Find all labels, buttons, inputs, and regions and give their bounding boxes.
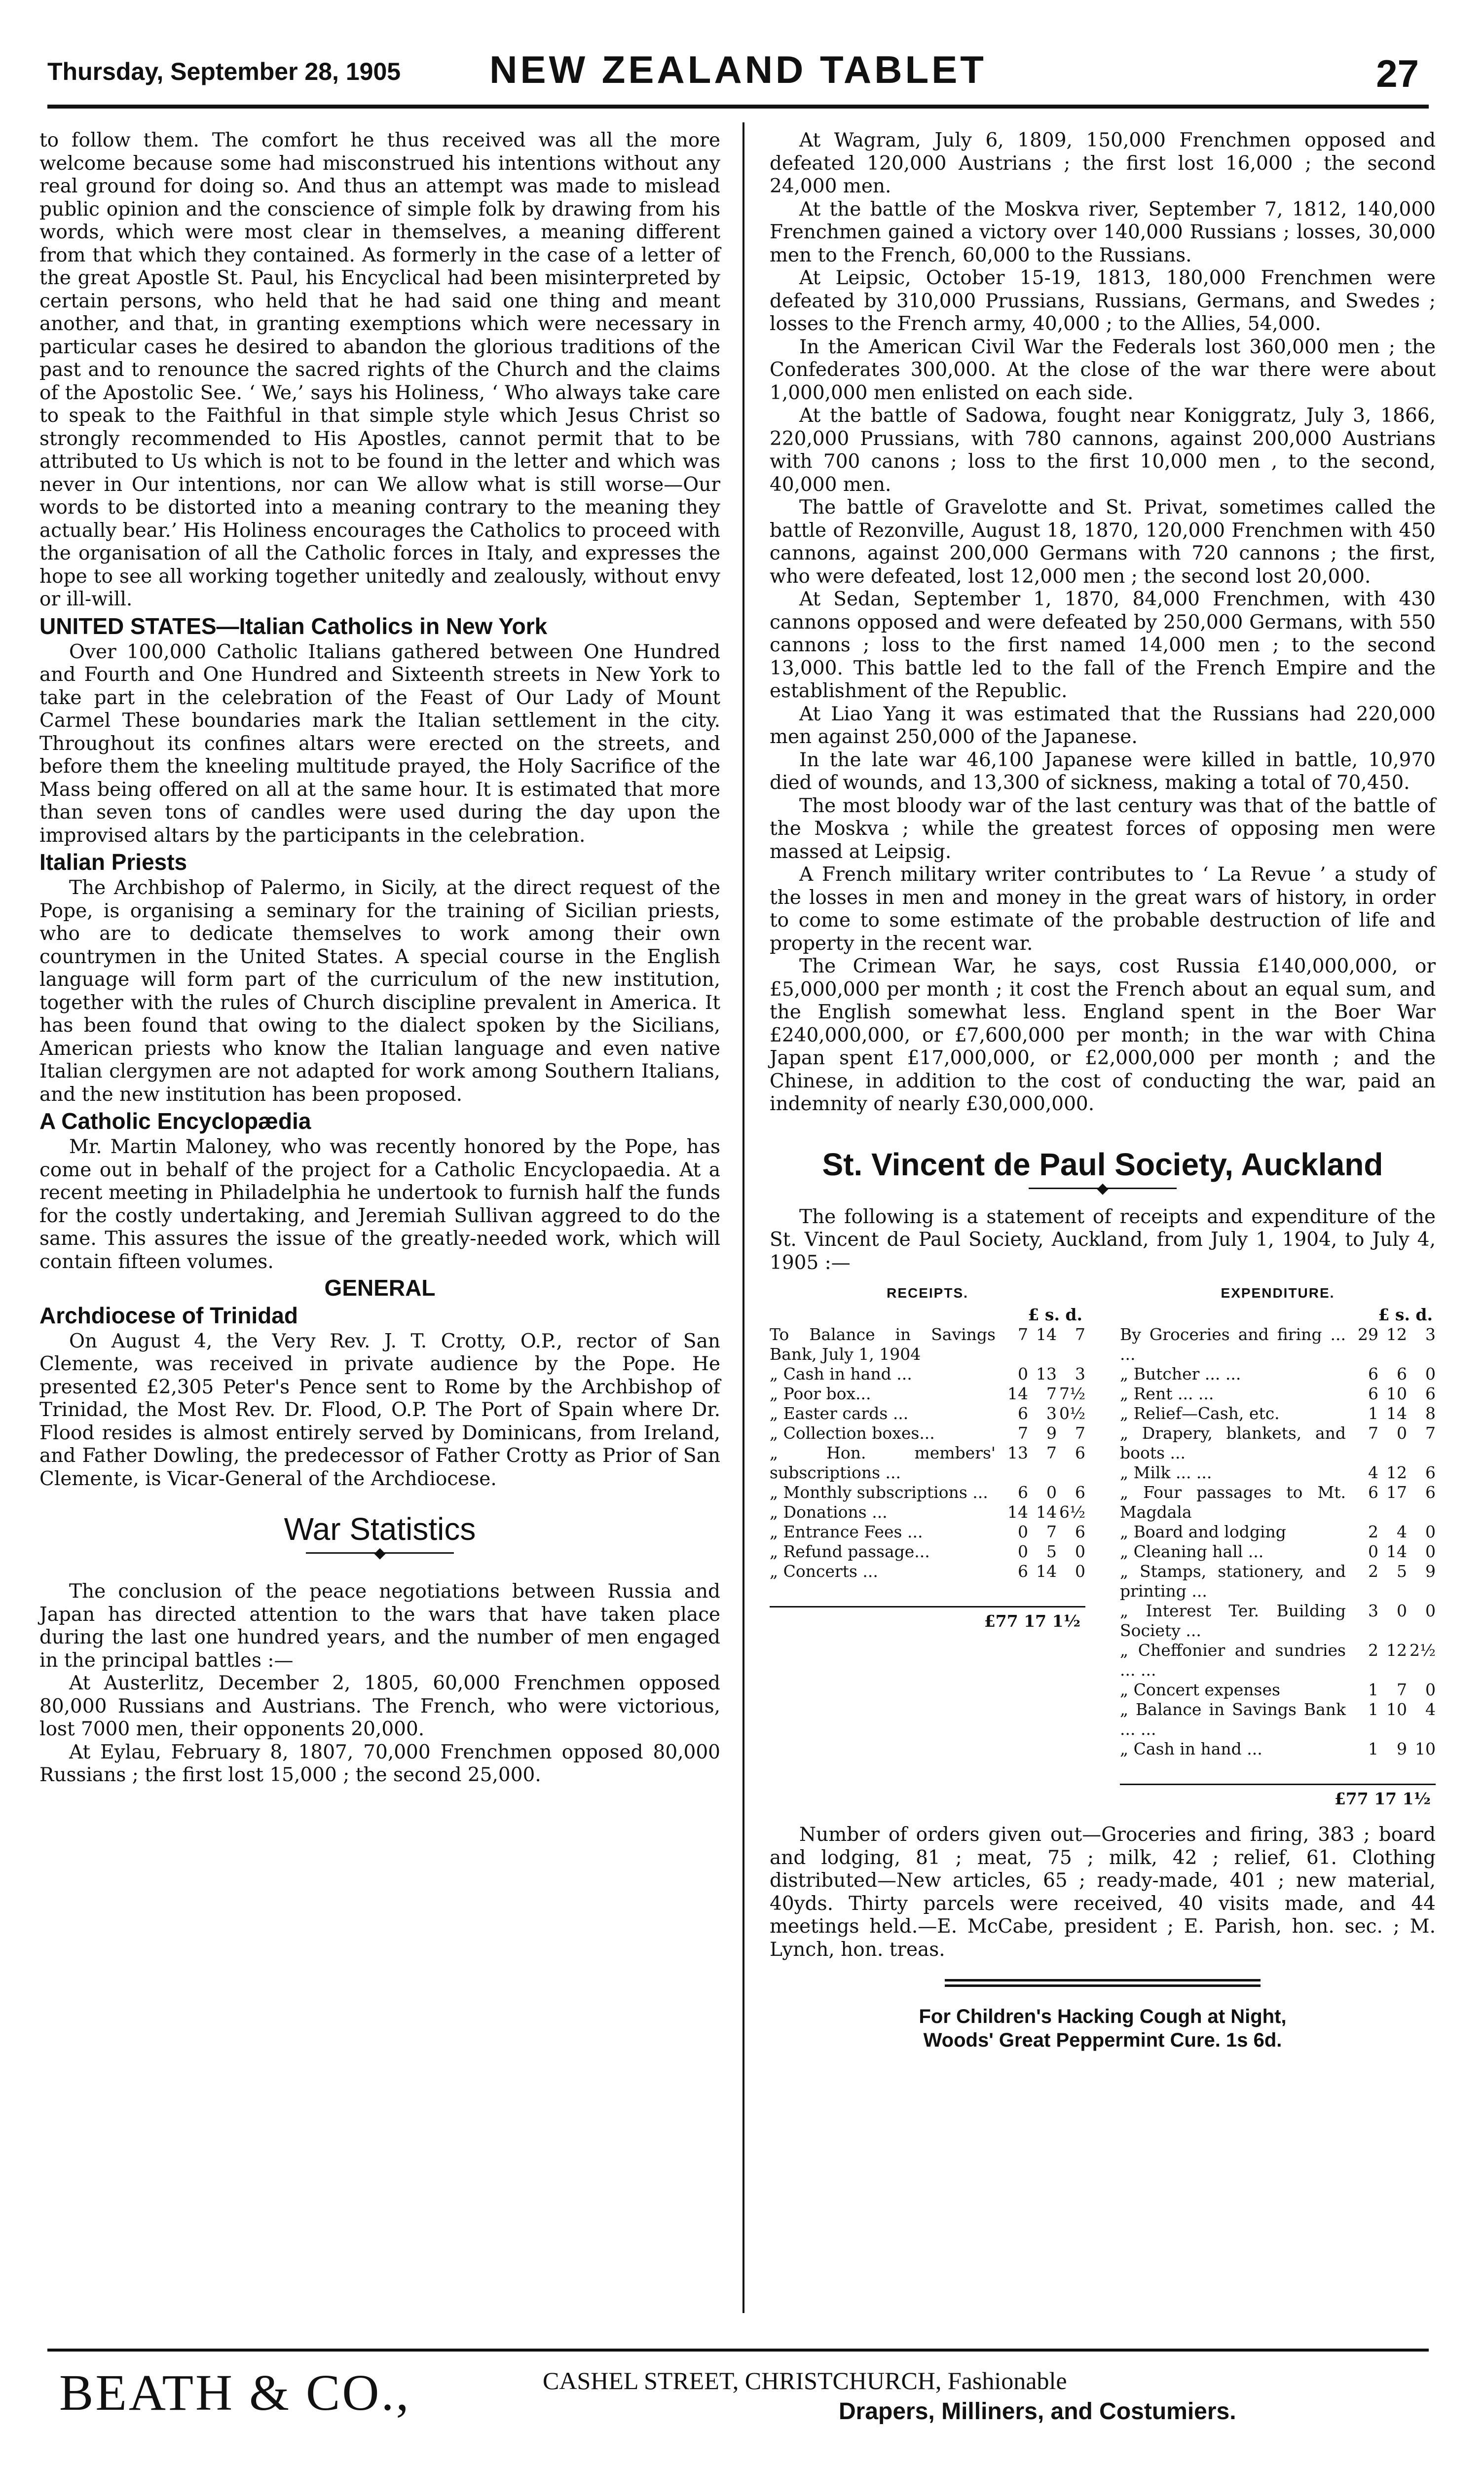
receipt-row-pounds: 6 [1018,1483,1028,1502]
war-intro: The conclusion of the peace negotiations between Russia and Japan has directed attention to the wars that have taken place during the last one hundred years, and the number of men engaged in the principal battles :— [39,1580,720,1672]
receipt-row [770,1542,1085,1562]
expenditure-row-pounds: 4 [1368,1463,1378,1482]
war-paragraph: The battle of Gravelotte and St. Privat, sometimes called the battle of Rezonville, August 18, 1870, 120,000 Frenchmen with 450 cannons, against 200,000 Germans with 720 cannons ; the first, who were defeated, lost 12,000 men ; the second lost 20,000. [770,496,1436,588]
receipt-row-label: „ Easter cards ... [770,1404,909,1423]
expenditure-row-label: „ Rent ... ... [1120,1384,1214,1403]
expenditure-row-pence: 0 [1425,1680,1436,1699]
receipt-row [770,1443,1085,1483]
war-paragraph: A French military writer contributes to ‘ La Revue ’ a study of the losses in men and money in the great wars of history, in order to come to some estimate of the probable destruction of life and property in the recent war. [770,863,1436,955]
receipt-row-pounds: 6 [1018,1404,1028,1423]
expenditure-row-pounds: 1 [1368,1680,1378,1699]
receipt-row-label: „ Donations ... [770,1502,888,1522]
expenditure-row [1120,1364,1436,1384]
expenditure-row-label: „ Stamps, stationery, and printing ... [1120,1562,1346,1601]
receipt-row-pence: 6 [1075,1443,1085,1462]
war-paragraph: At Leipsic, October 15-19, 1813, 180,000 Frenchmen were defeated by 310,000 Prussians, Russians, Germans, and Swedes ; losses to the French army, 40,000 ; to the Allies, 54,000. [770,267,1436,335]
war-paragraph: At Wagram, July 6, 1809, 150,000 Frenchmen opposed and defeated 120,000 Austrians ; the first lost 16,000 ; the second 24,000 men. [770,129,1436,197]
expenditure-header: EXPENDITURE. [1221,1285,1335,1301]
expenditure-row-pence: 6 [1425,1463,1436,1482]
receipt-row [770,1404,1085,1423]
receipt-row-pence: 6 [1075,1483,1085,1502]
receipt-row-shillings: 5 [1046,1542,1057,1561]
section-heading-encyclopaedia: A Catholic Encyclopædia [39,1108,311,1134]
expenditure-row-shillings: 0 [1397,1423,1407,1443]
receipt-row-pounds: 0 [1018,1522,1028,1541]
receipt-row-pounds: 7 [1018,1325,1028,1344]
expenditure-row-label: „ Cleaning hall ... [1120,1542,1264,1561]
receipts-column [770,1283,1085,1809]
expenditure-row [1120,1700,1436,1739]
expenditure-row-pounds: 2 [1368,1562,1378,1581]
expenditure-row [1120,1739,1436,1759]
receipt-row-shillings: 13 [1036,1364,1057,1383]
expenditure-row [1120,1423,1436,1463]
receipt-row-pounds: 14 [1007,1502,1028,1522]
receipt-row [770,1502,1085,1522]
receipts-header: RECEIPTS. [887,1285,968,1301]
advertiser-name: BEATH & CO., [59,2364,411,2421]
intro-paragraph: to follow them. The comfort he thus received was all the more welcome because some had misconstrued his intentions without any real ground for doing so. And thus an attempt was made to mislead public opinion and the conscience of simple folk by drawing from his words, which were most clear in themselves, a meaning different from that which they contained. As formerly in the case of a letter of the great Apostle St. Paul, his Encyclical had been misinterpreted by certain persons, who held that he had said one thing and meant another, and that, in granting exemptions which were necessary in particular cases he desired to abandon the glorious traditions of the past and to renounce the sacred rights of the Church and the claims of the Apostolic See. ‘ We,’ says his Holiness, ‘ Who always take care to speak to the Faithful in that simple style which Jesus Christ so strongly recommended to His Apostles, cannot permit that to be attributed to Us which is not to be found in the letter and which was never in Our intentions, nor can We allow what is still worse—Our words to be distorted into a meaning contrary to the meaning they actually bear.’ His Holiness encourages the Catholics to proceed with the organisation of all the Catholic forces in Italy, and expresses the hope to see all working together unitedly and zealously, without envy or ill-will. [39,129,720,610]
receipt-row-pence: 7 [1075,1423,1085,1443]
expenditure-row-pounds: 6 [1368,1483,1378,1502]
svdp-title: St. Vincent de Paul Society, Auckland [822,1146,1383,1182]
receipt-row-label: „ Monthly subscriptions ... [770,1483,988,1502]
united-states-body: Over 100,000 Catholic Italians gathered between One Hundred and Fourth and One Hundred and Sixteenth streets in New York to take part in the celebration of the Feast of Our Lady of Mount Carmel These boundaries mark the Italian settlement in the city. Throughout its confines altars were erected on the streets, and before them the kneeling multitude prayed, the Holy Sacrifice of the Mass being offered on all at the same hour. It is estimated that more than seven tons of candles were used during the day upon the improvised altars by the participants in the celebration. [39,640,720,847]
war-paragraph: The most bloody war of the last century was that of the battle of the Moskva ; while the greatest forces of opposing men were massed at Leipsig. [770,794,1436,863]
expenditure-row-label: „ Balance in Savings Bank ... ... [1120,1700,1346,1739]
war-paragraph: At the battle of Sadowa, fought near Koniggratz, July 3, 1866, 220,000 Prussians, with 780 cannons, against 200,000 Austrians with 700 canons ; loss to the first 10,000 men , to the second, 40,000 men. [770,405,1436,496]
receipt-row-label: „ Entrance Fees ... [770,1522,923,1541]
expenditure-row-pounds: 0 [1368,1542,1378,1561]
receipt-row-pounds: 13 [1007,1443,1028,1462]
svdp-accounts [770,1283,1436,1809]
war-eylau: At Eylau, February 8, 1807, 70,000 Frenchmen opposed 80,000 Russians ; the first lost 15,000 ; the second 25,000. [39,1741,720,1786]
expenditure-row-pence: 6 [1425,1483,1436,1502]
receipt-row-shillings: 0 [1046,1483,1057,1502]
expenditure-row-pence: 7 [1425,1423,1436,1443]
expenditure-row [1120,1542,1436,1562]
expenditure-row [1120,1483,1436,1522]
receipt-row-label: „ Concerts ... [770,1562,878,1581]
expenditure-row-pence: 0 [1425,1601,1436,1620]
expenditure-row-shillings: 10 [1386,1700,1407,1719]
expenditure-row-shillings: 5 [1397,1562,1407,1581]
receipt-row [770,1364,1085,1384]
italian-priests-body: The Archbishop of Palermo, in Sicily, at the direct request of the Pope, is organising a seminary for the training of Sicilian priests, who are to dedicate themselves to work among their own countrymen in the United States. A special course in the English language will form part of the curriculum of the new institution, together with the rules of Church discipline prevalent in America. It has been found that owing to the dialect spoken by the Sicilians, American priests who know the Italian language and even native Italian clergymen are not adapted for work among Southern Italians, and the new institution has been proposed. [39,877,720,1106]
masthead-title: NEW ZEALAND TABLET [489,48,987,91]
ad-line-1: For Children's Hacking Cough at Night, [919,2006,1287,2027]
advertiser-trades: Drapers, Milliners, and Costumiers. [839,2398,1236,2425]
war-paragraph: At Liao Yang it was estimated that the Russians had 220,000 men against 250,000 of the Japanese. [770,703,1436,748]
receipt-row-pence: 0 [1075,1562,1085,1581]
expenditure-row-pounds: 1 [1368,1700,1378,1719]
receipt-row-pence: 0½ [1059,1404,1085,1423]
expenditure-row-label: By Groceries and firing ... ... [1120,1325,1346,1364]
expenditure-row-pence: 0 [1425,1542,1436,1561]
expenditure-row-pence: 4 [1425,1700,1436,1719]
receipt-row-shillings: 3 [1046,1404,1057,1423]
ad-line-2: Woods' Great Peppermint Cure. 1s 6d. [923,2029,1282,2051]
expenditure-total: £77 17 1½ [1120,1784,1436,1809]
expenditure-row-shillings: 14 [1386,1542,1407,1561]
receipts-total: £77 17 1½ [770,1606,1085,1631]
expenditure-row-pence: 6 [1425,1384,1436,1403]
receipt-row-shillings: 14 [1036,1325,1057,1344]
page-number: 27 [1376,52,1419,95]
receipt-row-pence: 0 [1075,1542,1085,1561]
expenditure-row-shillings: 12 [1386,1463,1407,1482]
expenditure-row-shillings: 12 [1386,1325,1407,1344]
receipt-row-label: „ Poor box... [770,1384,871,1403]
receipt-row-shillings: 7 [1046,1443,1057,1462]
expenditure-row [1120,1522,1436,1542]
receipt-row-shillings: 7 [1046,1384,1057,1403]
ornament-divider [1029,1185,1177,1191]
war-paragraph: At Sedan, September 1, 1870, 84,000 Frenchmen, with 430 cannons opposed and were defeated by 250,000 Germans, with 550 cannons ; loss to the first named 14,000 men ; to the second 13,000. This battle led to the fall of the French Empire and the establishment of the Republic. [770,588,1436,702]
expenditure-row [1120,1601,1436,1641]
expenditure-row-shillings: 9 [1397,1739,1407,1758]
expenditure-row-label: „ Relief—Cash, etc. [1120,1404,1280,1423]
expenditure-row-label: „ Board and lodging [1120,1522,1286,1541]
expenditure-row-shillings: 6 [1397,1364,1407,1383]
expenditure-row-pence: 3 [1425,1325,1436,1344]
expenditure-row-shillings: 10 [1386,1384,1407,1403]
receipt-row-pence: 7½ [1059,1384,1085,1403]
receipt-row [770,1522,1085,1542]
right-column [770,129,1436,2052]
receipt-row-pence: 7 [1075,1325,1085,1344]
receipt-row-pounds: 7 [1018,1423,1028,1443]
expenditure-row-label: „ Cheffonier and sundries ... ... [1120,1641,1346,1680]
expenditure-row-pounds: 1 [1368,1404,1378,1423]
expenditure-row-pounds: 7 [1368,1423,1378,1443]
lsd-header: £ s. d. [1378,1305,1433,1324]
receipt-row-shillings: 14 [1036,1562,1057,1581]
receipt-row-pounds: 0 [1018,1364,1028,1383]
expenditure-row-pounds: 2 [1368,1641,1378,1660]
expenditure-row-label: „ Milk ... ... [1120,1463,1212,1482]
war-paragraph: At the battle of the Moskva river, September 7, 1812, 140,000 Frenchmen gained a victory over 140,000 Russians ; losses, 30,000 men to the French, 60,000 to the Russians. [770,198,1436,266]
subheading-trinidad: Archdiocese of Trinidad [39,1302,298,1328]
expenditure-row [1120,1384,1436,1404]
receipt-row-label: „ Collection boxes... [770,1423,935,1443]
trinidad-body: On August 4, the Very Rev. J. T. Crotty, O.P., rector of San Clemente, was received in private audience by the Pope. He presented £2,305 Peter's Pence sent to Rome by the Archbishop of Trinidad, the Most Rev. Dr. Flood, O.P. The Port of Spain where Dr. Flood resides is almost entirely served by Dominicans, from Ireland, and Father Dowling, the predecessor of Father Crotty as Prior of San Clemente, is Vicar-General of the Archdiocese. [39,1330,720,1490]
section-heading-italian-priests: Italian Priests [39,849,187,875]
war-paragraph: The Crimean War, he says, cost Russia £140,000,000, or £5,000,000 per month ; it cost the French about an equal sum, and the English somewhat less. England spent in the Boer War £240,000,000, or £7,600,000 per month; in the war with China Japan spent £17,000,000, or £2,000,000 per month ; and the Chinese, in addition to the cost of conducting the war, paid an indemnity of nearly £30,000,000. [770,955,1436,1115]
expenditure-row-pence: 2½ [1410,1641,1436,1660]
receipt-row-pounds: 0 [1018,1542,1028,1561]
expenditure-row-shillings: 12 [1386,1641,1407,1660]
section-heading-general: GENERAL [324,1275,436,1301]
expenditure-row-label: „ Cash in hand ... [1120,1739,1262,1758]
page-header [47,47,1429,102]
receipt-row-pence: 3 [1075,1364,1085,1383]
expenditure-row-pence: 9 [1425,1562,1436,1581]
receipt-row [770,1384,1085,1404]
receipt-row-pounds: 6 [1018,1562,1028,1581]
column-divider [742,122,744,2313]
expenditure-row [1120,1325,1436,1364]
left-column [39,129,720,1787]
receipt-row [770,1483,1085,1502]
header-rule [47,105,1429,109]
peppermint-cure-ad [770,2005,1436,2052]
expenditure-row-pence: 0 [1425,1522,1436,1541]
expenditure-row [1120,1463,1436,1483]
expenditure-row-shillings: 0 [1397,1601,1407,1620]
expenditure-row-shillings: 4 [1397,1522,1407,1541]
expenditure-row-label: „ Interest Ter. Building Society ... [1120,1601,1346,1640]
receipt-row [770,1423,1085,1443]
expenditure-row-shillings: 7 [1397,1680,1407,1699]
receipt-row-pounds: 14 [1007,1384,1028,1403]
expenditure-row-label: „ Concert expenses [1120,1680,1280,1699]
receipt-row [770,1325,1085,1364]
war-paragraph: In the American Civil War the Federals lost 360,000 men ; the Confederates 300,000. At the close of the war there were about 1,000,000 men enlisted on each side. [770,336,1436,404]
expenditure-row-label: „ Drapery, blankets, and boots ... [1120,1423,1346,1462]
issue-date: Thursday, September 28, 1905 [47,58,401,85]
expenditure-row [1120,1680,1436,1700]
expenditure-row [1120,1404,1436,1423]
war-austerlitz: At Austerlitz, December 2, 1805, 60,000 Frenchmen opposed 80,000 Russians and Austrians. The French, who were victorious, lost 7000 men, their opponents 20,000. [39,1672,720,1740]
expenditure-row-pence: 8 [1425,1404,1436,1423]
war-paragraph: In the late war 46,100 Japanese were killed in battle, 10,970 died of wounds, and 13,300 of sickness, making a total of 70,450. [770,748,1436,794]
receipt-row-pence: 6½ [1059,1502,1085,1522]
expenditure-row-label: „ Four passages to Mt. Magdala [1120,1483,1346,1522]
ornament-divider [306,1550,454,1556]
footer-rule [47,2349,1429,2352]
receipt-row-pence: 6 [1075,1522,1085,1541]
receipt-row-label: To Balance in Savings Bank, July 1, 1904 [770,1325,996,1364]
expenditure-row-pounds: 2 [1368,1522,1378,1541]
expenditure-row-pounds: 6 [1368,1384,1378,1403]
receipt-row-shillings: 14 [1036,1502,1057,1522]
svdp-closing: Number of orders given out—Groceries and firing, 383 ; board and lodging, 81 ; meat, 75 ; milk, 42 ; relief, 61. Clothing distributed—New articles, 65 ; ready-made, 401 ; new material, 40yds. Thirty parcels were received, 40 visits made, and 44 meetings held.—E. McCabe, president ; E. Parish, hon. sec. ; M. Lynch, hon. treas. [770,1824,1436,1961]
receipt-row [770,1562,1085,1581]
receipt-row-shillings: 7 [1046,1522,1057,1541]
expenditure-row-shillings: 17 [1386,1483,1407,1502]
expenditure-row-pence: 10 [1415,1739,1436,1758]
expenditure-row [1120,1562,1436,1601]
receipt-row-label: „ Cash in hand ... [770,1364,912,1383]
expenditure-row-pounds: 1 [1368,1739,1378,1758]
expenditure-row [1120,1641,1436,1680]
expenditure-column [1120,1283,1436,1809]
receipt-row-shillings: 9 [1046,1423,1057,1443]
expenditure-row-pounds: 29 [1358,1325,1378,1344]
svdp-intro: The following is a statement of receipts and expenditure of the St. Vincent de Paul Society, Auckland, from July 1, 1904, to July 4, 1905 :— [770,1205,1436,1274]
advertiser-address: CASHEL STREET, CHRISTCHURCH, Fashionable [543,2367,1067,2394]
receipt-row-label: „ Refund passage... [770,1542,930,1561]
encyclopaedia-body: Mr. Martin Maloney, who was recently honored by the Pope, has come out in behalf of the project for a Catholic Encyclopaedia. At a recent meeting in Philadelphia he undertook to furnish half the funds for the costly undertaking, and Jeremiah Sullivan aggreed to do the same. This assures the issue of the greatly-needed work, which will contain fifteen volumes. [39,1136,720,1273]
double-rule [945,1979,1261,1987]
lsd-header: £ s. d. [1028,1305,1082,1324]
war-statistics-title: War Statistics [284,1511,476,1547]
expenditure-row-shillings: 14 [1386,1404,1407,1423]
expenditure-row-label: „ Butcher ... ... [1120,1364,1241,1383]
section-heading-united-states: UNITED STATES—Italian Catholics in New York [39,613,548,639]
expenditure-row-pence: 0 [1425,1364,1436,1383]
expenditure-row-pounds: 6 [1368,1364,1378,1383]
receipt-row-label: „ Hon. members' subscriptions ... [770,1443,996,1482]
expenditure-row-pounds: 3 [1368,1601,1378,1620]
